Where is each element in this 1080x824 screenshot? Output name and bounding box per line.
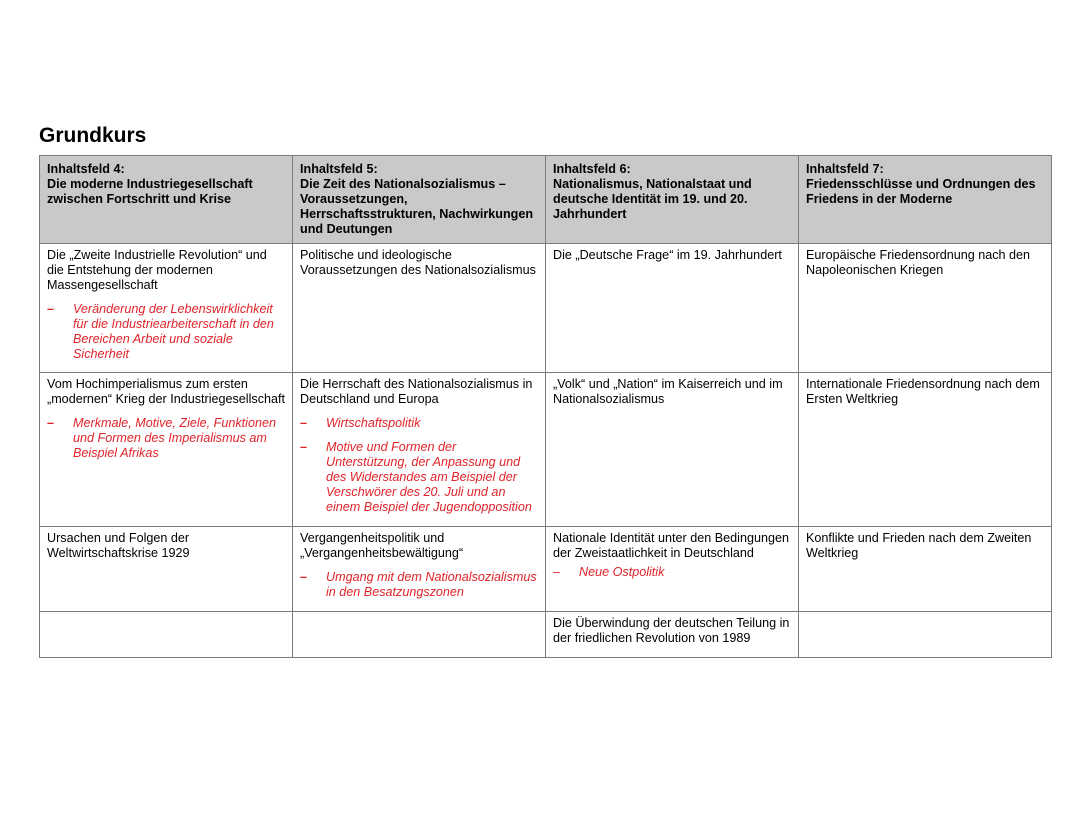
topic-text: Vom Hochimperialismus zum ersten „modernen“ Krieg der Industriegesellschaft — [47, 377, 286, 406]
dash-marker-icon: – — [300, 416, 308, 430]
header-number: Inhaltsfeld 7: — [806, 162, 884, 176]
table-cell — [799, 527, 1052, 612]
subtopic-list — [553, 565, 791, 580]
table-cell — [546, 527, 799, 612]
topic-text: „Volk“ und „Nation“ im Kaiserreich und im Nationalsozialismus — [553, 377, 783, 406]
dash-marker-icon: – — [47, 416, 55, 430]
dash-marker-icon: – — [47, 302, 55, 316]
subtopic-text: Neue Ostpolitik — [579, 565, 665, 579]
header-title: Die moderne Industriegesellschaft zwischen Fortschritt und Krise — [47, 177, 253, 206]
header-title: Die Zeit des Nationalsozialismus – Voraussetzungen, Herrschaftsstrukturen, Nachwirkungen und Deutungen — [300, 177, 534, 236]
header-cell-inhaltsfeld-6 — [546, 156, 799, 244]
dash-marker-icon: – — [553, 565, 561, 579]
table-cell — [40, 373, 293, 527]
header-cell-inhaltsfeld-7 — [799, 156, 1052, 244]
topic-text: Konflikte und Frieden nach dem Zweiten Weltkrieg — [806, 531, 1032, 560]
table-cell — [546, 612, 799, 658]
table-row — [40, 612, 1052, 658]
subtopic-item — [47, 416, 285, 461]
table-row — [40, 527, 1052, 612]
table-row — [40, 244, 1052, 373]
table-cell — [293, 612, 546, 658]
subtopic-item — [47, 302, 285, 362]
header-title: Nationalismus, Nationalstaat und deutsche Identität im 19. und 20. Jahrhundert — [553, 177, 752, 221]
dash-marker-icon: – — [300, 440, 308, 454]
table-cell — [546, 373, 799, 527]
header-number: Inhaltsfeld 4: — [47, 162, 125, 176]
table-cell — [40, 612, 293, 658]
subtopic-text: Merkmale, Motive, Ziele, Funktionen und Formen des Imperialismus am Beispiel Afrikas — [73, 416, 276, 460]
topic-text: Ursachen und Folgen der Weltwirtschaftskrise 1929 — [47, 531, 190, 560]
header-cell-inhaltsfeld-4 — [40, 156, 293, 244]
header-number: Inhaltsfeld 6: — [553, 162, 631, 176]
header-title: Friedensschlüsse und Ordnungen des Friedens in der Moderne — [806, 177, 1036, 206]
curriculum-table — [39, 155, 1052, 658]
table-cell — [293, 244, 546, 373]
table-cell — [799, 244, 1052, 373]
subtopic-item — [553, 565, 791, 580]
topic-text: Europäische Friedensordnung nach den Napoleonischen Kriegen — [806, 248, 1031, 277]
table-cell — [799, 612, 1052, 658]
subtopic-text: Umgang mit dem Nationalsozialismus in den Besatzungszonen — [326, 570, 537, 599]
subtopic-item — [300, 416, 538, 431]
header-cell-inhaltsfeld-5 — [293, 156, 546, 244]
table-cell — [293, 373, 546, 527]
subtopic-list — [300, 570, 538, 600]
table-cell — [293, 527, 546, 612]
subtopic-list — [47, 302, 285, 362]
dash-marker-icon: – — [300, 570, 308, 584]
topic-text: Internationale Friedensordnung nach dem Ersten Weltkrieg — [806, 377, 1040, 406]
table-cell — [546, 244, 799, 373]
subtopic-list — [47, 416, 285, 461]
subtopic-text: Wirtschaftspolitik — [326, 416, 421, 430]
subtopic-text: Motive und Formen der Unterstützung, der Anpassung und des Widerstandes am Beispiel der Verschwörer des 20. Juli und an einem Beispiel der Jugendopposition — [326, 440, 532, 514]
topic-text: Die „Zweite Industrielle Revolution“ und die Entstehung der modernen Massengesellschaft — [47, 248, 267, 292]
topic-text: Vergangenheitspolitik und „Vergangenheitsbewältigung“ — [300, 531, 464, 560]
topic-text: Nationale Identität unter den Bedingungen der Zweistaatlichkeit in Deutschland — [553, 531, 789, 560]
topic-text: Politische und ideologische Voraussetzungen des Nationalsozialismus — [300, 248, 536, 277]
table-row — [40, 373, 1052, 527]
header-row — [40, 156, 1052, 244]
topic-text: Die Überwindung der deutschen Teilung in der friedlichen Revolution von 1989 — [553, 616, 790, 645]
topic-text: Die „Deutsche Frage“ im 19. Jahrhundert — [553, 248, 782, 262]
subtopic-item — [300, 440, 538, 515]
page-title: Grundkurs — [39, 124, 147, 147]
subtopic-list — [300, 416, 538, 515]
table-cell — [40, 527, 293, 612]
header-number: Inhaltsfeld 5: — [300, 162, 378, 176]
subtopic-text: Veränderung der Lebenswirklichkeit für die Industriearbeiterschaft in den Bereichen Arbeit und soziale Sicherheit — [73, 302, 274, 361]
topic-text: Die Herrschaft des Nationalsozialismus in Deutschland und Europa — [300, 377, 533, 406]
subtopic-item — [300, 570, 538, 600]
table-cell — [799, 373, 1052, 527]
table-cell — [40, 244, 293, 373]
